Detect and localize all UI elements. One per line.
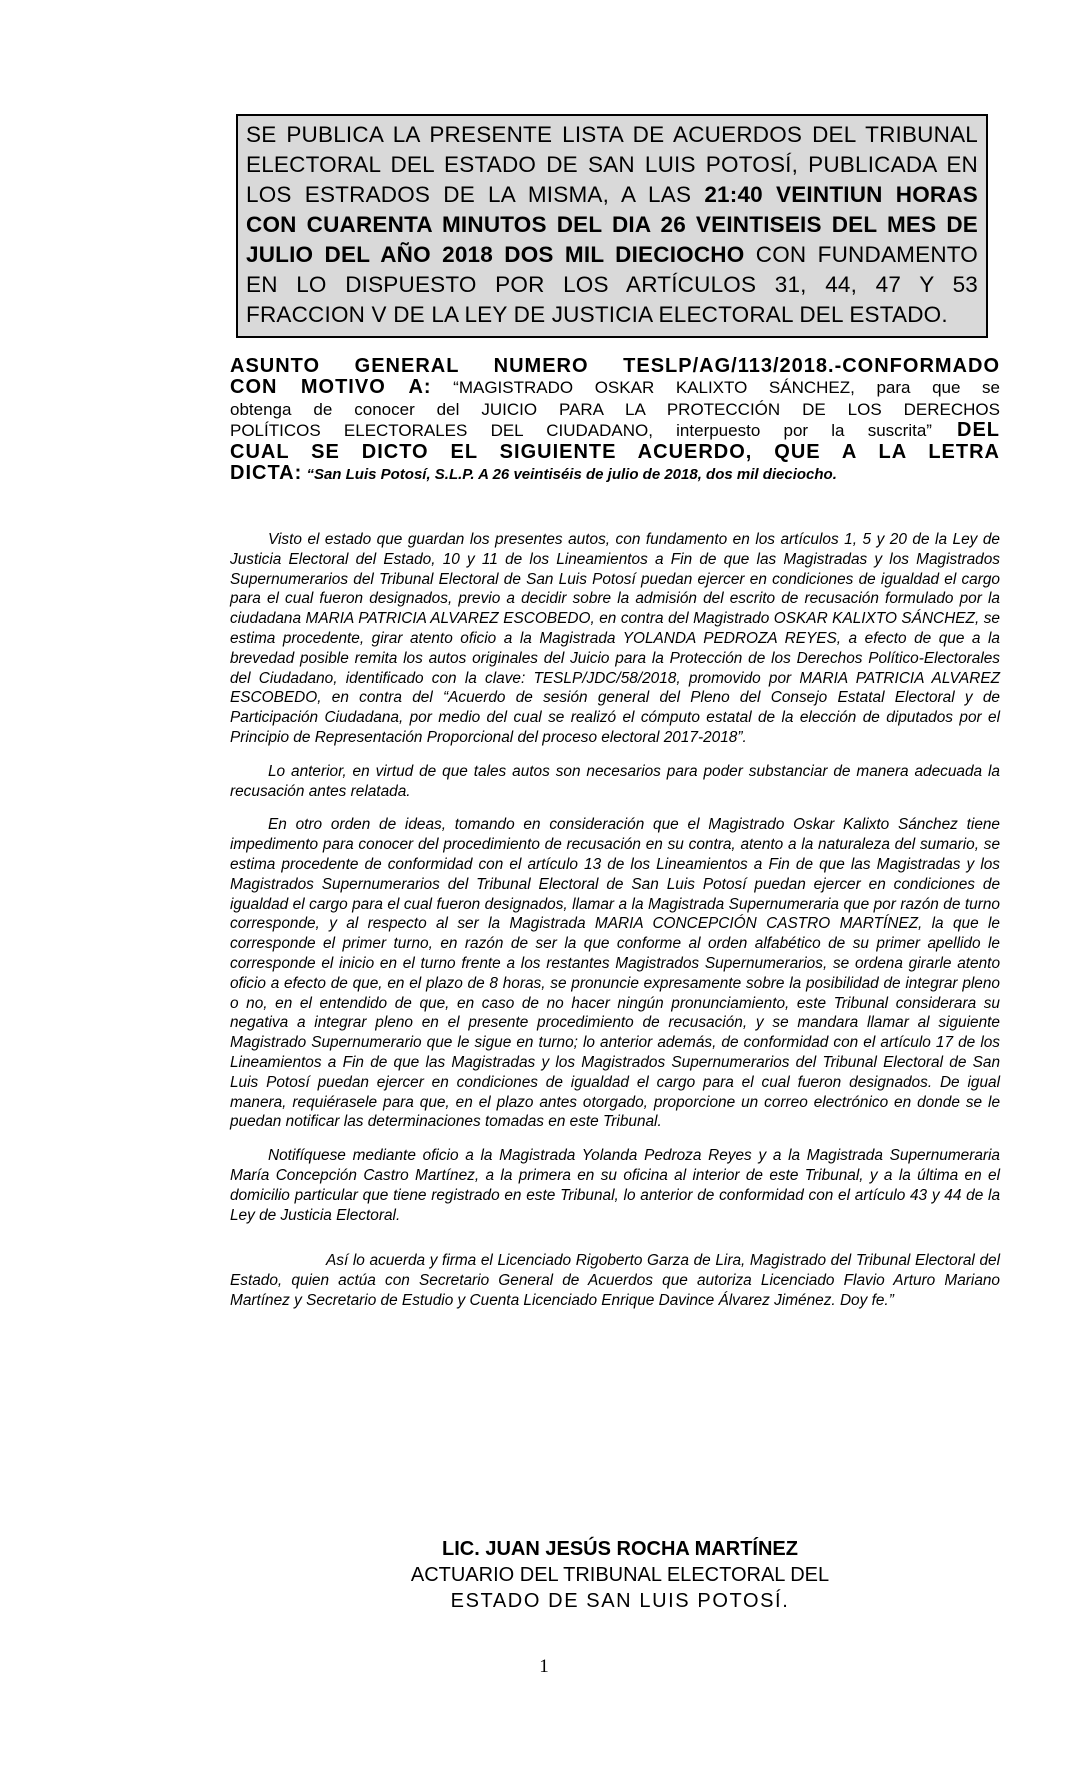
notice-publication-minutes: CON CUARENTA MINUTOS DEL DIA 26 VEINTISEIS DEL MES DE — [246, 212, 978, 237]
notice-line-6: EN LO DISPUESTO POR LOS ARTÍCULOS 31, 44, 47 Y 53 — [246, 272, 978, 297]
notice-publication-time: 21:40 VEINTIUN HORAS — [704, 182, 978, 207]
agreement-paragraph-3: En otro orden de ideas, tomando en consideración que el Magistrado Oskar Kalixto Sánchez tiene impedimento para conocer del procedimiento de recusación en su contra, atento a la naturaleza del sumario, se estima procedente de conformidad con el artículo 13 de los Lineamientos a Fin de que las Magistradas y los Magistrados Supernumerarios del Tribunal Electoral de San Luis Potosí puedan ejercer en condiciones de igualdad el cargo para el cual fueron designados, llamar a la Magistrada Supernumeraria que por razón de turno corresponde, y al respecto al ser la Magistrada MARIA CONCEPCIÓN CASTRO MARTÍNEZ, la que le corresponde el primer turno, en razón de ser la que conforme al orden alfabético de su primer apellido le corresponde el inicio en el turno frente a los restantes Magistrados Supernumerarios, se ordena girarle atento oficio a efecto de que, en el plazo de 8 horas, se pronuncie expresamente sobre la posibilidad de integrar pleno o no, en el entendido de que, en caso de no hacer ningún pronunciamiento, este Tribunal considerara su negativa a integrar pleno en el presente procedimiento de recusación, y se mandara llamar al siguiente Magistrado Supernumerario que le sigue en turno; lo anterior además, de conformidad con el artículo 17 de los Lineamientos a Fin de que las Magistradas y los Magistrados Supernumerarios del Tribunal Electoral de San Luis Potosí puedan ejercer en condiciones de igualdad el cargo para el cual fueron designados. De igual manera, requiérasele para que, en el plazo antes otorgado, proporcione un correo electrónico en donde se le puedan notificar las determinaciones tomadas en este Tribunal. — [230, 816, 1000, 1131]
subject-quote-part-3: POLÍTICOS ELECTORALES DEL CIUDADANO, interpuesto por la suscrita” — [230, 421, 932, 440]
notice-line-2: ELECTORAL DEL ESTADO DE SAN LUIS POTOSÍ, PUBLICADA EN — [246, 152, 978, 177]
signature-block — [330, 1536, 910, 1614]
notice-line-3-text: LOS ESTRADOS DE LA MISMA, A LAS — [246, 182, 705, 207]
publication-notice-box — [236, 114, 988, 338]
subject-motive-label: CON MOTIVO A: — [230, 377, 432, 398]
agreement-date: “San Luis Potosí, S.L.P. A 26 veintiséis de julio de 2018, dos mil dieciocho. — [302, 466, 837, 483]
subject-row-6 — [230, 463, 1000, 485]
subject-del-label: DEL — [931, 420, 1000, 441]
signatory-role-line-2: ESTADO DE SAN LUIS POTOSÍ. — [450, 1590, 790, 1612]
page-number: 1 — [539, 1656, 549, 1677]
signatory-role-line-1: ACTUARIO DEL TRIBUNAL ELECTORAL DEL — [410, 1564, 830, 1586]
notice-publication-date: JULIO DEL AÑO 2018 DOS MIL DIECIOCHO — [246, 242, 745, 267]
notice-line-7: FRACCION V DE LA LEY DE JUSTICIA ELECTORAL DEL ESTADO. — [246, 302, 948, 327]
case-subject — [230, 356, 1000, 485]
agreement-body — [230, 530, 1000, 1325]
notice-line-1: SE PUBLICA LA PRESENTE LISTA DE ACUERDOS DEL TRIBUNAL — [246, 122, 978, 147]
case-number-heading: ASUNTO GENERAL NUMERO TESLP/AG/113/2018.-CONFORMADO — [230, 356, 1000, 377]
dicta-label: DICTA: — [230, 463, 303, 484]
notice-line-5 — [246, 240, 978, 270]
subject-quote-part-1: “MAGISTRADO OSKAR KALIXTO SÁNCHEZ, para que se — [431, 378, 1000, 397]
subject-row-2 — [230, 377, 1000, 399]
agreement-closing-paragraph: Así lo acuerda y firma el Licenciado Rigoberto Garza de Lira, Magistrado del Tribunal Electoral del Estado, quien actúa con Secretario General de Acuerdos que autoriza Licenciado Flavio Arturo Mariano Martínez y Secretario de Estudio y Cuenta Licenciado Enrique Davince Álvarez Jiménez. Doy fe.” — [230, 1252, 1000, 1309]
agreement-paragraph-1: Visto el estado que guardan los presentes autos, con fundamento en los artículos 1, 5 y 20 de la Ley de Justicia Electoral del Estado, 10 y 11 de los Lineamientos a Fin de que las Magistradas y los Magistrados Supernumerarios del Tribunal Electoral de San Luis Potosí puedan ejercer en condiciones de igualdad el cargo para el cual fueron designados, previo a decidir sobre la admisión del escrito de recusación formulado por la ciudadana MARIA PATRICIA ALVAREZ ESCOBEDO, en contra del Magistrado OSKAR KALIXTO SÁNCHEZ, se estima procedente, girar atento oficio a la Magistrada YOLANDA PEDROZA REYES, a efecto de que a la brevedad posible remita los autos originales del Juicio para la Protección de los Derechos Político-Electorales del Ciudadano, identificado con la clave: TESLP/JDC/58/2018, promovido por MARIA PATRICIA ALVAREZ ESCOBEDO, en contra del “Acuerdo de sesión general del Pleno del Consejo Estatal Electoral y de Participación Ciudadana, por medio del cual se realizó el cómputo estatal de la elección de diputados por el Principio de Representación Proporcional del proceso electoral 2017-2018”. — [230, 531, 1000, 746]
subject-quote-part-2: obtenga de conocer del JUICIO PARA LA PROTECCIÓN DE LOS DERECHOS — [230, 400, 1000, 419]
notice-line-3 — [246, 180, 978, 210]
subject-row-4 — [230, 420, 1000, 442]
signatory-name: LIC. JUAN JESÚS ROCHA MARTÍNEZ — [442, 1538, 798, 1560]
agreement-paragraph-2: Lo anterior, en virtud de que tales autos son necesarios para poder substanciar de manera adecuada la recusación antes relatada. — [230, 762, 1000, 800]
agreement-heading: CUAL SE DICTO EL SIGUIENTE ACUERDO, QUE A LA LETRA — [230, 442, 1000, 463]
notice-line-5-text: CON FUNDAMENTO — [744, 242, 978, 267]
notice-line-4 — [246, 210, 978, 240]
agreement-paragraph-4: Notifíquese mediante oficio a la Magistrada Yolanda Pedroza Reyes y a la Magistrada Supernumeraria María Concepción Castro Martínez, a la primera en su oficina al interior de este Tribunal, y a la última en el domicilio particular que tiene registrado en este Tribunal, lo anterior de conformidad con el artículo 43 y 44 de la Ley de Justicia Electoral. — [230, 1147, 1000, 1224]
